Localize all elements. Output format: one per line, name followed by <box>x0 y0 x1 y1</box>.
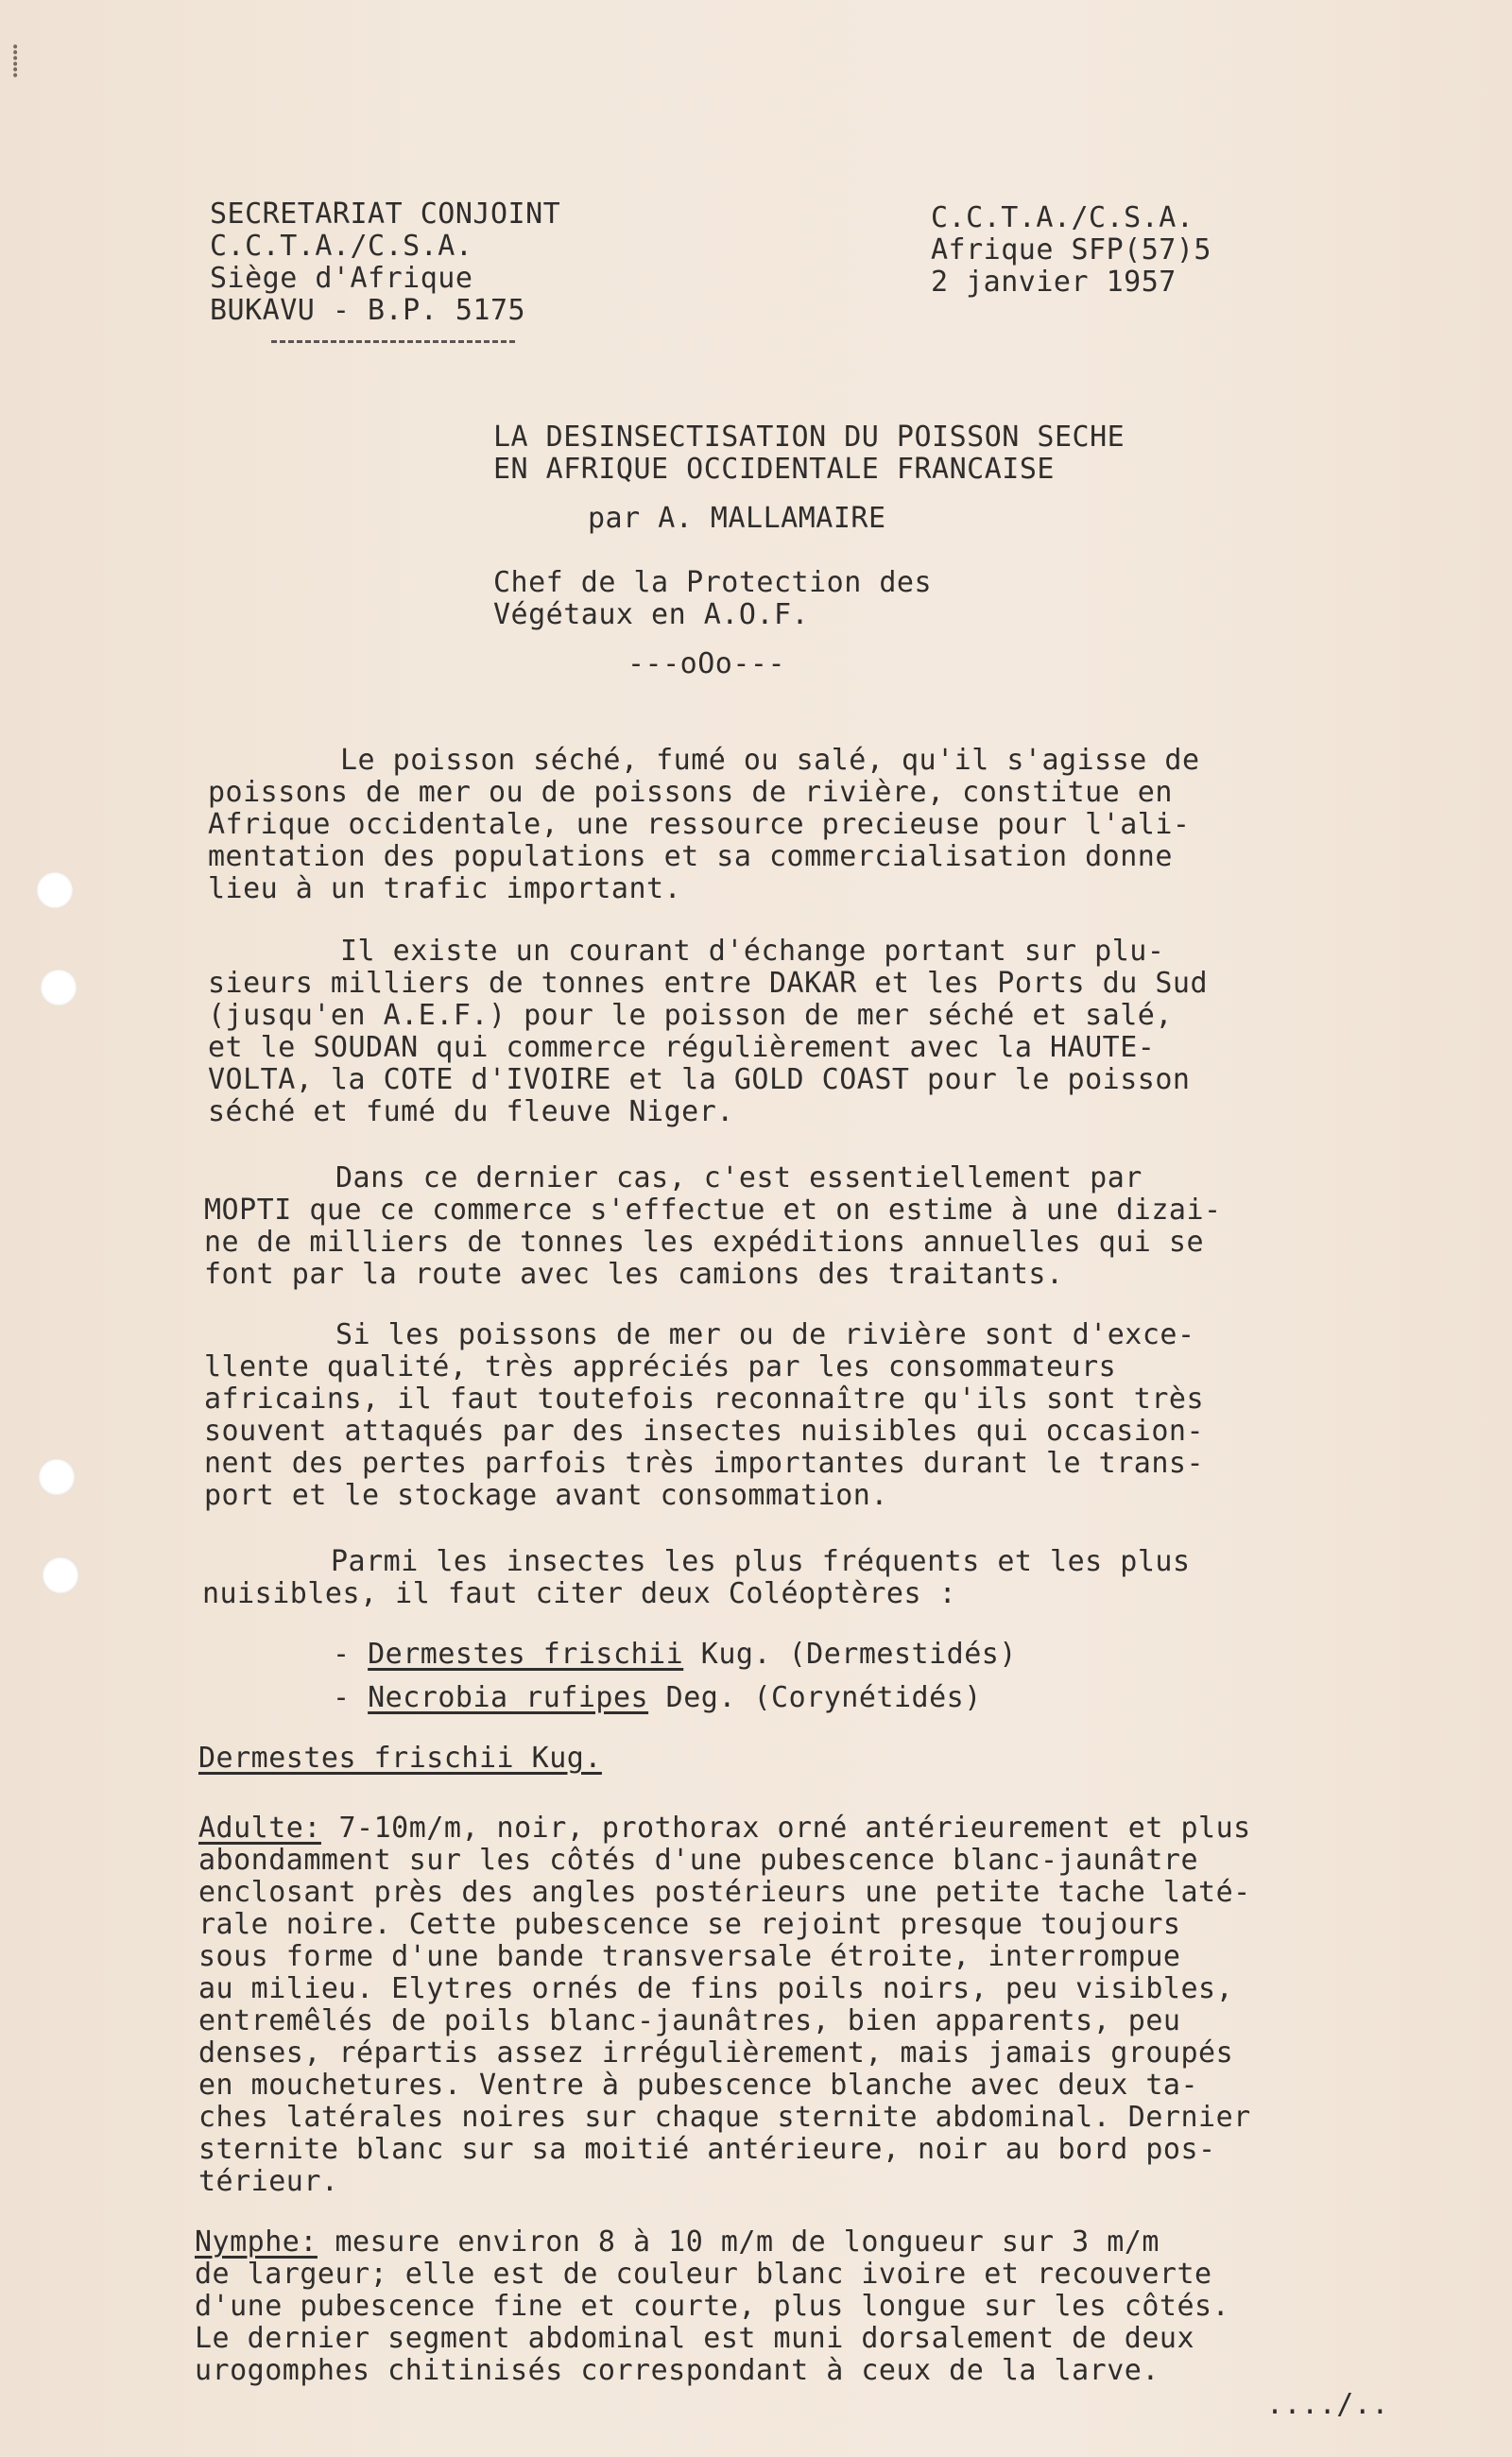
species-item: - Necrobia rufipes Deg. (Corynétidés) <box>333 1681 982 1714</box>
paragraph-line: de largeur; elle est de couleur blanc ivoire et recouverte <box>195 2258 1212 2291</box>
paragraph-line: ne de milliers de tonnes les expéditions annuelles qui se <box>204 1226 1205 1259</box>
section-heading: Dermestes frischii Kug. <box>198 1742 602 1775</box>
paragraph-line: abondamment sur les côtés d'une pubescence blanc-jaunâtre <box>198 1844 1199 1877</box>
species-name: Necrobia rufipes <box>368 1681 649 1714</box>
paragraph-line: lieu à un trafic important. <box>208 872 682 905</box>
document-title: EN AFRIQUE OCCIDENTALE FRANCAISE <box>493 453 1055 486</box>
paragraph-line: rale noire. Cette pubescence se rejoint presque toujours <box>198 1908 1181 1941</box>
paragraph-line: Le dernier segment abdominal est muni dorsalement de deux <box>195 2322 1195 2355</box>
header-right-line: Afrique SFP(57)5 <box>931 233 1211 266</box>
continuation-mark: ..../.. <box>1266 2388 1389 2421</box>
paragraph-line: entremêlés de poils blanc-jaunâtres, bien apparents, peu <box>198 2004 1181 2037</box>
species-name: Dermestes frischii <box>368 1638 684 1671</box>
header-left-line: C.C.T.A./C.S.A. <box>210 230 473 263</box>
paragraph-line: d'une pubescence fine et courte, plus longue sur les côtés. <box>195 2290 1230 2323</box>
staple-mark: ⸽ <box>11 43 20 78</box>
paragraph-line: nuisibles, il faut citer deux Coléoptères : <box>202 1577 957 1610</box>
paragraph-line: Dans ce dernier cas, c'est essentiellement par <box>335 1161 1143 1194</box>
author-role: Végétaux en A.O.F. <box>493 598 810 631</box>
nymphe-label: Nymphe: <box>195 2225 318 2259</box>
paragraph-line: nent des pertes parfois très importantes durant le trans- <box>204 1447 1205 1480</box>
adulte-label: Adulte: <box>198 1812 321 1845</box>
header-left-line: SECRETARIAT CONJOINT <box>210 198 561 231</box>
header-right-line: 2 janvier 1957 <box>931 266 1177 299</box>
paragraph-line: port et le stockage avant consommation. <box>204 1479 888 1512</box>
paragraph-line: séché et fumé du fleuve Niger. <box>208 1095 734 1128</box>
header-left-line: Siège d'Afrique <box>210 262 473 295</box>
paragraph-line: Adulte: 7-10m/m, noir, prothorax orné antérieurement et plus <box>198 1812 1251 1845</box>
paragraph-line: sternite blanc sur sa moitié antérieure, noir au bord pos- <box>198 2133 1216 2166</box>
paragraph-line: au milieu. Elytres ornés de fins poils noirs, peu visibles, <box>198 1972 1234 2005</box>
paragraph-line: Parmi les insectes les plus fréquents et les plus <box>331 1545 1191 1578</box>
header-left-line: BUKAVU - B.P. 5175 <box>210 294 526 327</box>
paragraph-line: (jusqu'en A.E.F.) pour le poisson de mer séché et salé, <box>208 999 1173 1032</box>
paragraph-line: Le poisson séché, fumé ou salé, qu'il s'agisse de <box>340 744 1200 777</box>
paragraph-line: urogomphes chitinisés correspondant à ceux de la larve. <box>195 2354 1160 2387</box>
paragraph-line: poissons de mer ou de poissons de rivière, constitue en <box>208 776 1173 809</box>
header-right-line: C.C.T.A./C.S.A. <box>931 201 1194 234</box>
paragraph-line: MOPTI que ce commerce s'effectue et on estime à une dizai- <box>204 1194 1222 1227</box>
paragraph-line: sous forme d'une bande transversale étroite, interrompue <box>198 1940 1181 1973</box>
paragraph-line: Nymphe: mesure environ 8 à 10 m/m de longueur sur 3 m/m <box>195 2225 1160 2259</box>
paragraph-line: térieur. <box>198 2165 339 2198</box>
paragraph-line: Si les poissons de mer ou de rivière sont d'exce- <box>335 1318 1195 1351</box>
author: par A. MALLAMAIRE <box>588 502 886 535</box>
paragraph-line: mentation des populations et sa commercialisation donne <box>208 840 1173 873</box>
paragraph-line: sieurs milliers de tonnes entre DAKAR et les Ports du Sud <box>208 967 1209 1000</box>
species-item: - Dermestes frischii Kug. (Dermestidés) <box>333 1638 1017 1671</box>
author-role: Chef de la Protection des <box>493 566 933 599</box>
paragraph-line: VOLTA, la COTE d'IVOIRE et la GOLD COAST pour le poisson <box>208 1063 1191 1096</box>
paragraph-line: llente qualité, très appréciés par les consommateurs <box>204 1350 1117 1383</box>
paragraph-line: enclosant près des angles postérieurs une petite tache laté- <box>198 1876 1251 1909</box>
punch-hole <box>38 1458 76 1496</box>
paragraph-line: et le SOUDAN qui commerce régulièrement avec la HAUTE- <box>208 1031 1156 1064</box>
punch-hole <box>40 969 77 1006</box>
paragraph-line: africains, il faut toutefois reconnaître qu'ils sont très <box>204 1383 1205 1416</box>
paragraph-line: ches latérales noires sur chaque sternite abdominal. Dernier <box>198 2101 1251 2134</box>
punch-hole <box>36 871 74 909</box>
paragraph-line: font par la route avec les camions des traitants. <box>204 1258 1064 1291</box>
document-title: LA DESINSECTISATION DU POISSON SECHE <box>493 421 1125 454</box>
paragraph-line: souvent attaqués par des insectes nuisibles qui occasion- <box>204 1415 1205 1448</box>
paragraph-line: denses, répartis assez irrégulièrement, mais jamais groupés <box>198 2036 1234 2070</box>
punch-hole <box>42 1556 79 1594</box>
paragraph-line: Il existe un courant d'échange portant sur plu- <box>340 935 1165 968</box>
paragraph-line: en mouchetures. Ventre à pubescence blanche avec deux ta- <box>198 2069 1199 2102</box>
paragraph-line: Afrique occidentale, une ressource precieuse pour l'ali- <box>208 808 1191 841</box>
separator: ---oOo--- <box>627 647 786 680</box>
header-rule <box>271 340 515 343</box>
